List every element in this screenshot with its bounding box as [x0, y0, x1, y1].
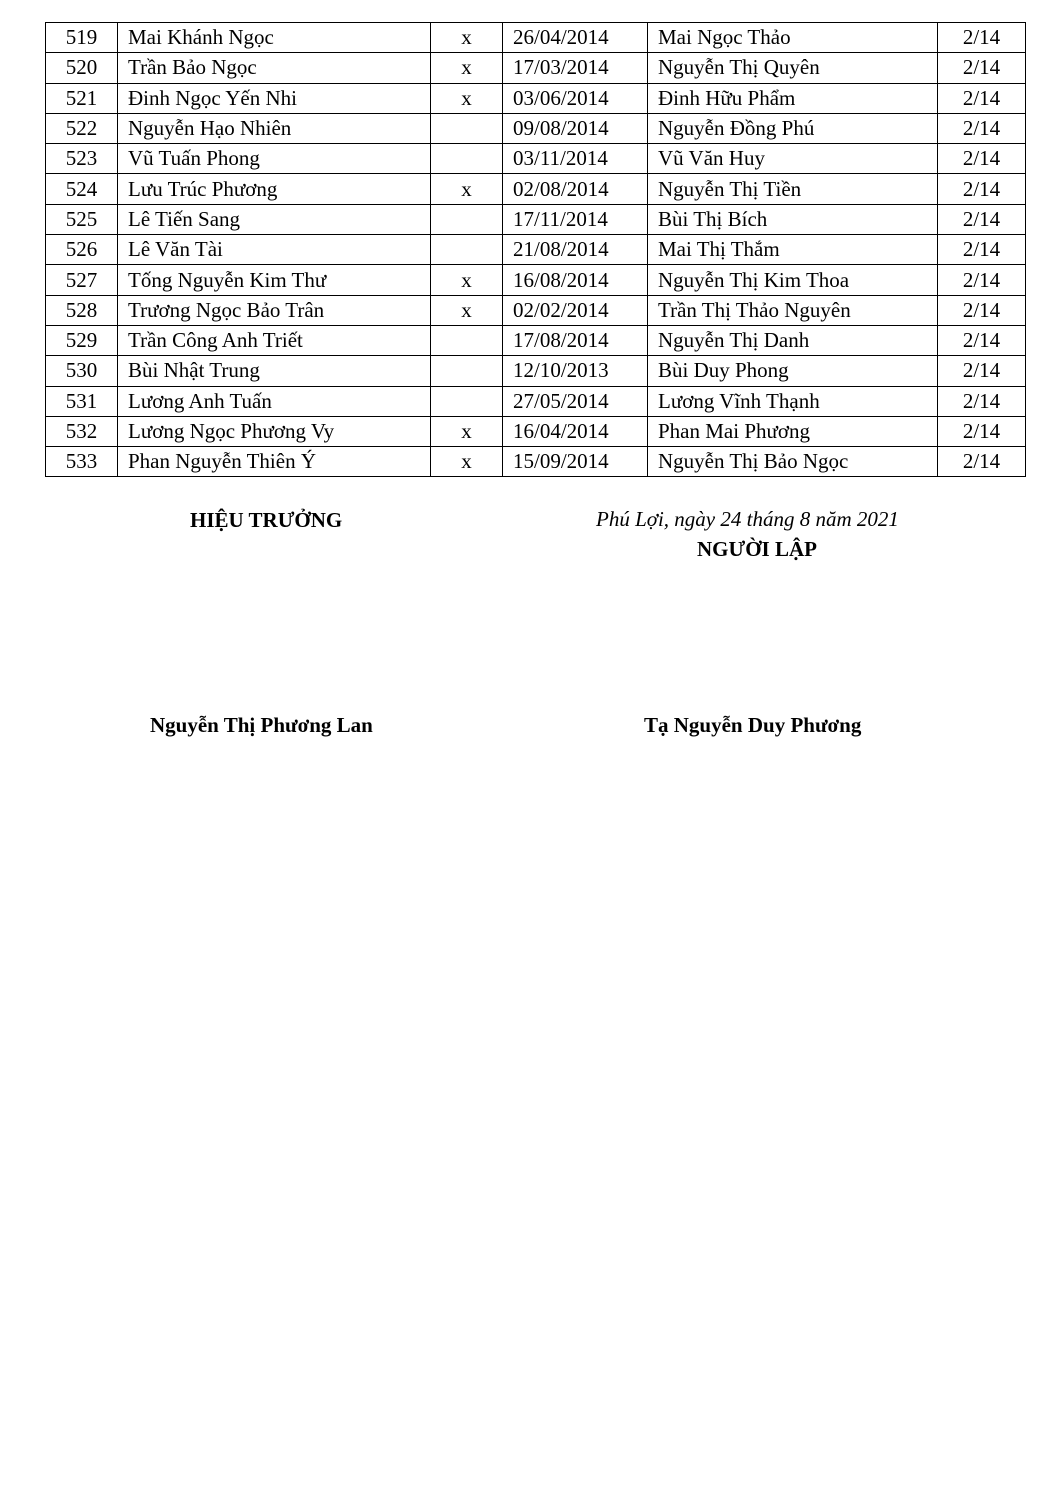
student-name: Trần Công Anh Triết	[118, 325, 431, 355]
table-row	[46, 53, 1026, 83]
preparer-title: NGƯỜI LẬP	[697, 537, 817, 561]
parent-name: Lương Vĩnh Thạnh	[648, 386, 938, 416]
student-name: Lương Ngọc Phương Vy	[118, 416, 431, 446]
class-name: 2/14	[938, 113, 1026, 143]
student-name: Lương Anh Tuấn	[118, 386, 431, 416]
date-of-birth: 16/04/2014	[503, 416, 648, 446]
table-row	[46, 447, 1026, 477]
table-row	[46, 295, 1026, 325]
student-name: Phan Nguyễn Thiên Ý	[118, 447, 431, 477]
parent-name: Mai Ngọc Thảo	[648, 23, 938, 53]
row-number: 523	[46, 144, 118, 174]
female-mark	[431, 356, 503, 386]
class-name: 2/14	[938, 447, 1026, 477]
table-row	[46, 174, 1026, 204]
student-name: Mai Khánh Ngọc	[118, 23, 431, 53]
principal-title: HIỆU TRƯỞNG	[190, 508, 343, 532]
parent-name: Phan Mai Phương	[648, 416, 938, 446]
date-line: Phú Lợi, ngày 24 tháng 8 năm 2021	[596, 507, 899, 531]
class-name: 2/14	[938, 204, 1026, 234]
row-number: 527	[46, 265, 118, 295]
principal-name: Nguyễn Thị Phương Lan	[150, 713, 373, 737]
table-row	[46, 144, 1026, 174]
class-name: 2/14	[938, 416, 1026, 446]
female-mark: x	[431, 265, 503, 295]
date-of-birth: 03/06/2014	[503, 83, 648, 113]
row-number: 525	[46, 204, 118, 234]
student-name: Vũ Tuấn Phong	[118, 144, 431, 174]
class-name: 2/14	[938, 265, 1026, 295]
table-row	[46, 204, 1026, 234]
table-row	[46, 23, 1026, 53]
female-mark: x	[431, 23, 503, 53]
parent-name: Mai Thị Thắm	[648, 235, 938, 265]
row-number: 520	[46, 53, 118, 83]
date-of-birth: 09/08/2014	[503, 113, 648, 143]
class-name: 2/14	[938, 53, 1026, 83]
parent-name: Nguyễn Thị Kim Thoa	[648, 265, 938, 295]
table-row	[46, 265, 1026, 295]
student-name: Lê Tiến Sang	[118, 204, 431, 234]
female-mark	[431, 235, 503, 265]
preparer-name: Tạ Nguyễn Duy Phương	[644, 713, 862, 737]
student-name: Trần Bảo Ngọc	[118, 53, 431, 83]
female-mark: x	[431, 295, 503, 325]
parent-name: Nguyễn Thị Quyên	[648, 53, 938, 83]
female-mark: x	[431, 416, 503, 446]
table-row	[46, 325, 1026, 355]
student-name: Tống Nguyễn Kim Thư	[118, 265, 431, 295]
row-number: 524	[46, 174, 118, 204]
class-name: 2/14	[938, 83, 1026, 113]
class-name: 2/14	[938, 23, 1026, 53]
student-name: Lưu Trúc Phương	[118, 174, 431, 204]
date-of-birth: 02/02/2014	[503, 295, 648, 325]
student-name: Bùi Nhật Trung	[118, 356, 431, 386]
table-row	[46, 235, 1026, 265]
parent-name: Vũ Văn Huy	[648, 144, 938, 174]
date-of-birth: 21/08/2014	[503, 235, 648, 265]
parent-name: Nguyễn Đồng Phú	[648, 113, 938, 143]
student-name: Trương Ngọc Bảo Trân	[118, 295, 431, 325]
female-mark	[431, 386, 503, 416]
female-mark: x	[431, 83, 503, 113]
parent-name: Đinh Hữu Phẩm	[648, 83, 938, 113]
table-row	[46, 416, 1026, 446]
female-mark: x	[431, 174, 503, 204]
student-roster-table	[45, 22, 1026, 477]
date-of-birth: 17/03/2014	[503, 53, 648, 83]
female-mark: x	[431, 447, 503, 477]
row-number: 532	[46, 416, 118, 446]
parent-name: Nguyễn Thị Danh	[648, 325, 938, 355]
row-number: 530	[46, 356, 118, 386]
class-name: 2/14	[938, 386, 1026, 416]
date-of-birth: 12/10/2013	[503, 356, 648, 386]
row-number: 533	[46, 447, 118, 477]
roster-body	[46, 23, 1026, 477]
female-mark	[431, 325, 503, 355]
date-of-birth: 17/11/2014	[503, 204, 648, 234]
student-name: Lê Văn Tài	[118, 235, 431, 265]
parent-name: Nguyễn Thị Tiền	[648, 174, 938, 204]
date-of-birth: 03/11/2014	[503, 144, 648, 174]
parent-name: Trần Thị Thảo Nguyên	[648, 295, 938, 325]
date-of-birth: 15/09/2014	[503, 447, 648, 477]
student-name: Nguyễn Hạo Nhiên	[118, 113, 431, 143]
row-number: 526	[46, 235, 118, 265]
date-of-birth: 02/08/2014	[503, 174, 648, 204]
row-number: 528	[46, 295, 118, 325]
table-row	[46, 356, 1026, 386]
class-name: 2/14	[938, 325, 1026, 355]
parent-name: Bùi Duy Phong	[648, 356, 938, 386]
row-number: 519	[46, 23, 118, 53]
parent-name: Nguyễn Thị Bảo Ngọc	[648, 447, 938, 477]
table-row	[46, 113, 1026, 143]
table-row	[46, 83, 1026, 113]
female-mark	[431, 144, 503, 174]
table-row	[46, 386, 1026, 416]
class-name: 2/14	[938, 235, 1026, 265]
date-of-birth: 26/04/2014	[503, 23, 648, 53]
date-of-birth: 16/08/2014	[503, 265, 648, 295]
class-name: 2/14	[938, 144, 1026, 174]
parent-name: Bùi Thị Bích	[648, 204, 938, 234]
date-of-birth: 27/05/2014	[503, 386, 648, 416]
row-number: 522	[46, 113, 118, 143]
female-mark	[431, 113, 503, 143]
class-name: 2/14	[938, 356, 1026, 386]
row-number: 529	[46, 325, 118, 355]
class-name: 2/14	[938, 295, 1026, 325]
female-mark	[431, 204, 503, 234]
row-number: 521	[46, 83, 118, 113]
female-mark: x	[431, 53, 503, 83]
row-number: 531	[46, 386, 118, 416]
date-of-birth: 17/08/2014	[503, 325, 648, 355]
class-name: 2/14	[938, 174, 1026, 204]
student-name: Đinh Ngọc Yến Nhi	[118, 83, 431, 113]
